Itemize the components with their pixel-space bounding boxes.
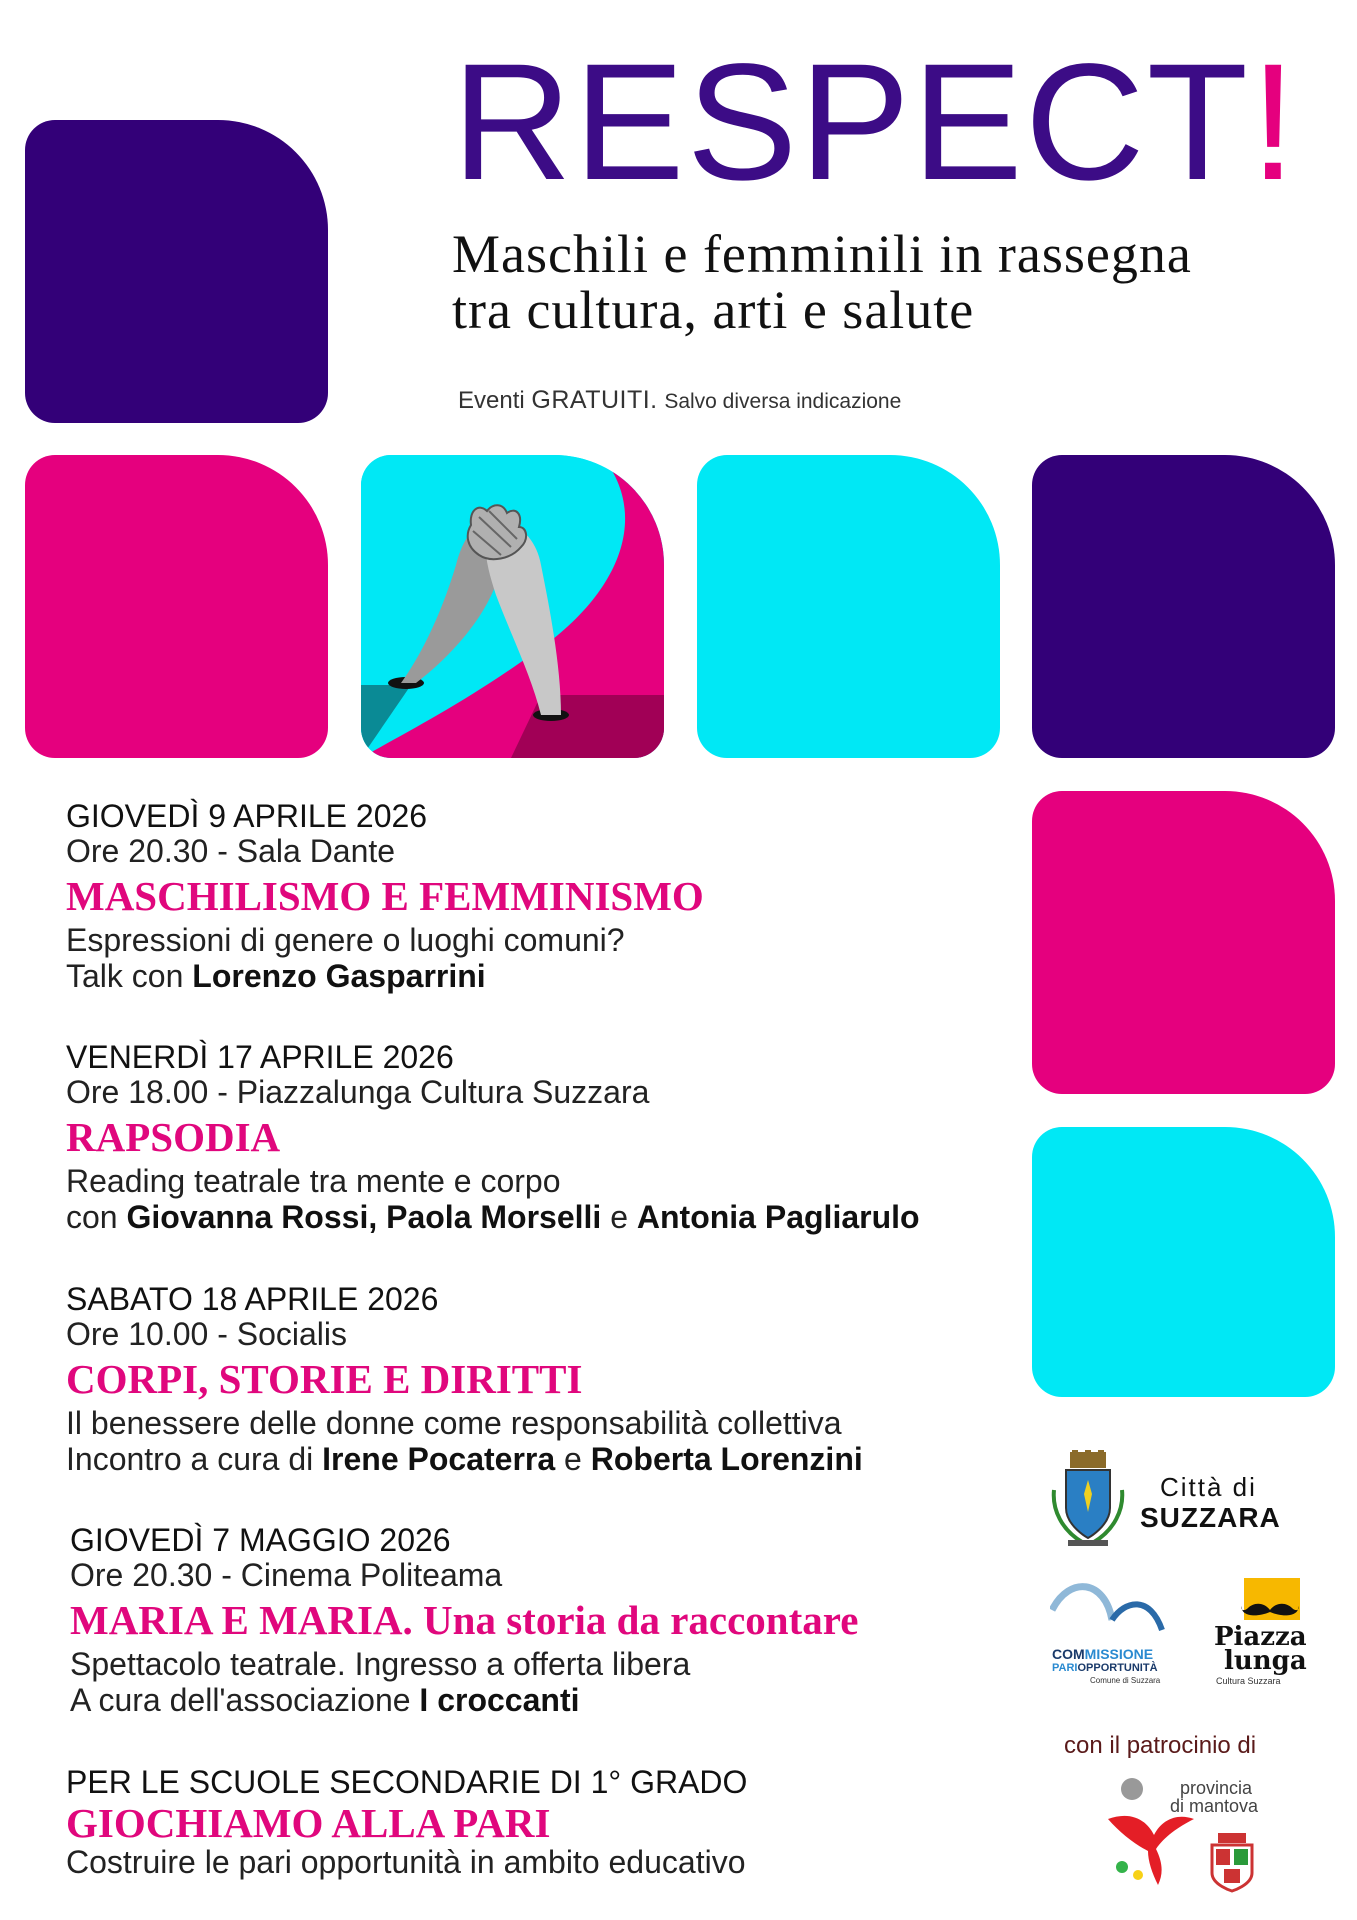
hands-image [361, 455, 664, 758]
tile-pink-row-1 [25, 455, 328, 758]
tile-cyan-row-1 [697, 455, 1000, 758]
event-time: Ore 10.00 - Socialis [66, 1316, 348, 1352]
event-desc-2 [66, 958, 966, 994]
mustache-icon [1240, 1600, 1300, 1620]
tile-purple-top-left [25, 120, 328, 423]
event-time: Ore 20.30 - Sala Dante [66, 833, 396, 869]
event-title: GIOCHIAMO ALLA PARI [66, 1800, 551, 1846]
event-desc-prefix: Talk con [66, 958, 184, 994]
piazzalunga-logo [1210, 1578, 1310, 1690]
tile-pink-right [1032, 791, 1335, 1094]
event-3 [66, 1281, 966, 1477]
free-bold: GRATUITI. [531, 386, 658, 414]
event-desc-1: Costruire le pari opportunità in ambito educativo [66, 1844, 746, 1880]
suzzara-line-2: SUZZARA [1140, 1502, 1281, 1533]
provincia-logo [1108, 1775, 1308, 1900]
event-date: GIOVEDÌ 9 APRILE 2026 [66, 798, 428, 834]
provincia-crest-icon [1210, 1833, 1254, 1893]
event-desc-2 [66, 1441, 966, 1477]
event-desc-prefix: con [66, 1199, 118, 1235]
event-title-rest: Una storia da raccontare [423, 1597, 859, 1643]
poster-title-exclamation: ! [1250, 30, 1299, 215]
piazzalunga-line-2: lunga [1224, 1646, 1307, 1676]
event-speakers-2: Roberta Lorenzini [590, 1441, 863, 1477]
event-speakers-1: Giovanna Rossi, Paola Morselli [126, 1199, 602, 1235]
event-2 [66, 1039, 966, 1235]
event-desc-2 [70, 1682, 970, 1718]
commissione-waves-icon [1050, 1580, 1170, 1645]
commissione-line-2: PARIOPPORTUNITÀ [1052, 1662, 1158, 1674]
event-5 [66, 1764, 966, 1880]
provincia-line-1: provincia [1180, 1778, 1253, 1798]
poster-title [452, 30, 1299, 215]
suzzara-logo [1048, 1450, 1308, 1550]
event-title: MASCHILISMO E FEMMINISMO [66, 873, 704, 919]
event-desc-mid: e [610, 1199, 628, 1235]
suzzara-line-1: Città di [1160, 1472, 1257, 1502]
subtitle-line-1: Maschili e femminili in rassegna [452, 224, 1192, 284]
event-speakers-1: Irene Pocaterra [322, 1441, 556, 1477]
event-title: CORPI, STORIE E DIRITTI [66, 1356, 583, 1402]
poster-title-main: RESPECT [452, 30, 1251, 215]
event-title [70, 1594, 970, 1646]
provincia-line-2: di mantova [1170, 1796, 1259, 1816]
event-audience: PER LE SCUOLE SECONDARIE DI 1° GRADO [66, 1764, 748, 1800]
event-title-main: MARIA E MARIA. [70, 1597, 413, 1643]
event-desc-1: Spettacolo teatrale. Ingresso a offerta libera [70, 1646, 691, 1682]
event-time: Ore 18.00 - Piazzalunga Cultura Suzzara [66, 1074, 650, 1110]
poster-subtitle [452, 226, 1192, 338]
free-events-note [458, 386, 901, 415]
event-4 [70, 1522, 970, 1718]
event-time: Ore 20.30 - Cinema Politeama [70, 1557, 503, 1593]
commissione-sub: Comune di Suzzara [1090, 1676, 1161, 1685]
free-suffix: Salvo diversa indicazione [664, 390, 902, 413]
piazzalunga-sub: Cultura Suzzara [1216, 1676, 1281, 1686]
commissione-line-1: COMMISSIONE [1052, 1646, 1154, 1662]
event-title: RAPSODIA [66, 1114, 281, 1160]
event-desc-mid: e [564, 1441, 582, 1477]
free-prefix: Eventi [458, 387, 525, 414]
event-desc-1: Reading teatrale tra mente e corpo [66, 1163, 561, 1199]
hands-illustration [361, 455, 664, 758]
piazzalunga-line-1: Piazza [1214, 1622, 1307, 1652]
event-desc-1: Il benessere delle donne come responsabilità collettiva [66, 1405, 842, 1441]
event-date: VENERDÌ 17 APRILE 2026 [66, 1039, 454, 1075]
suzzara-crest-icon [1048, 1450, 1128, 1550]
event-date: GIOVEDÌ 7 MAGGIO 2026 [70, 1522, 451, 1558]
event-desc-2 [66, 1199, 966, 1235]
event-speakers-2: Antonia Pagliarulo [636, 1199, 920, 1235]
event-desc-prefix: A cura dell'associazione [70, 1682, 411, 1718]
event-desc-prefix: Incontro a cura di [66, 1441, 314, 1477]
subtitle-line-2: tra cultura, arti e salute [452, 280, 975, 340]
event-speaker: Lorenzo Gasparrini [192, 958, 486, 994]
tile-cyan-right [1032, 1127, 1335, 1397]
event-desc-1: Espressioni di genere o luoghi comuni? [66, 922, 625, 958]
event-1 [66, 798, 966, 994]
event-date: SABATO 18 APRILE 2026 [66, 1281, 439, 1317]
tile-purple-row-1 [1032, 455, 1335, 758]
patronage-label: con il patrocinio di [1064, 1732, 1257, 1759]
commissione-logo [1050, 1580, 1170, 1690]
event-organizer: I croccanti [419, 1682, 580, 1718]
